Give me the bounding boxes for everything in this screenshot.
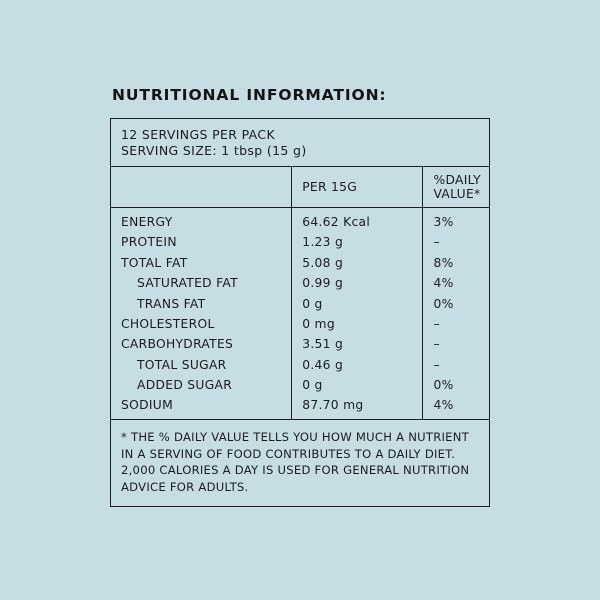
nutrient-daily-value: 8%	[423, 253, 489, 273]
serving-size: SERVING SIZE: 1 tbsp (15 g)	[121, 143, 307, 158]
nutrient-amount: 87.70 mg	[292, 395, 423, 419]
nutrient-daily-value: 0%	[423, 293, 489, 313]
nutrient-amount: 0 g	[292, 375, 423, 395]
nutrient-name: TRANS FAT	[137, 296, 206, 311]
nutrient-amount: 0.99 g	[292, 273, 423, 293]
table-row	[111, 208, 489, 233]
nutrient-amount: 64.62 Kcal	[292, 208, 423, 233]
table-row	[111, 293, 489, 313]
nutrition-table	[111, 167, 489, 419]
nutrient-amount: 0 g	[292, 293, 423, 313]
nutrient-daily-value: 4%	[423, 273, 489, 293]
nutrient-name: ENERGY	[121, 215, 173, 229]
table-body	[111, 208, 489, 420]
table-row	[111, 253, 489, 273]
nutrient-daily-value: 3%	[423, 208, 489, 233]
footnote-text: * THE % DAILY VALUE TELLS YOU HOW MUCH A NUTRIENT IN A SERVING OF FOOD CONTRIBUTES TO A DAILY DIET. 2,000 CALORIES A DAY IS USED FOR GENERAL NUTRITION ADVICE FOR ADULTS.	[121, 430, 470, 494]
nutrition-facts-box	[110, 118, 490, 507]
table-row	[111, 395, 489, 419]
column-header-daily-value: %DAILY VALUE*	[423, 167, 489, 208]
nutrient-daily-value: –	[423, 314, 489, 334]
nutrient-name: SODIUM	[121, 398, 173, 413]
nutrient-daily-value: –	[423, 334, 489, 354]
table-header	[111, 167, 489, 208]
serving-info	[111, 119, 489, 167]
column-header-amount: PER 15G	[292, 167, 423, 208]
table-header-row	[111, 167, 489, 208]
nutrient-daily-value: –	[423, 232, 489, 252]
nutrient-name: CARBOHYDRATES	[121, 337, 234, 352]
nutrition-panel	[110, 86, 490, 507]
table-row	[111, 232, 489, 252]
nutrient-amount: 0 mg	[292, 314, 423, 334]
table-row	[111, 314, 489, 334]
nutrient-name: TOTAL FAT	[121, 255, 188, 270]
table-row	[111, 334, 489, 354]
table-row	[111, 273, 489, 293]
servings-per-pack: 12 SERVINGS PER PACK	[121, 127, 275, 142]
nutrient-daily-value: –	[423, 354, 489, 374]
table-row	[111, 354, 489, 374]
nutrient-daily-value: 0%	[423, 375, 489, 395]
nutrient-name: PROTEIN	[121, 235, 177, 250]
nutrient-name: TOTAL SUGAR	[137, 357, 227, 372]
table-row	[111, 375, 489, 395]
nutrient-amount: 0.46 g	[292, 354, 423, 374]
page-title: NUTRITIONAL INFORMATION:	[112, 86, 387, 104]
nutrient-amount: 5.08 g	[292, 253, 423, 273]
nutrient-name: ADDED SUGAR	[137, 378, 233, 392]
nutrient-daily-value: 4%	[423, 395, 489, 419]
daily-value-footnote	[111, 419, 489, 506]
nutrient-name: SATURATED FAT	[137, 276, 238, 291]
column-header-nutrient	[111, 167, 292, 208]
nutrient-amount: 1.23 g	[292, 232, 423, 252]
nutrient-name: CHOLESTEROL	[121, 316, 215, 331]
nutrient-amount: 3.51 g	[292, 334, 423, 354]
